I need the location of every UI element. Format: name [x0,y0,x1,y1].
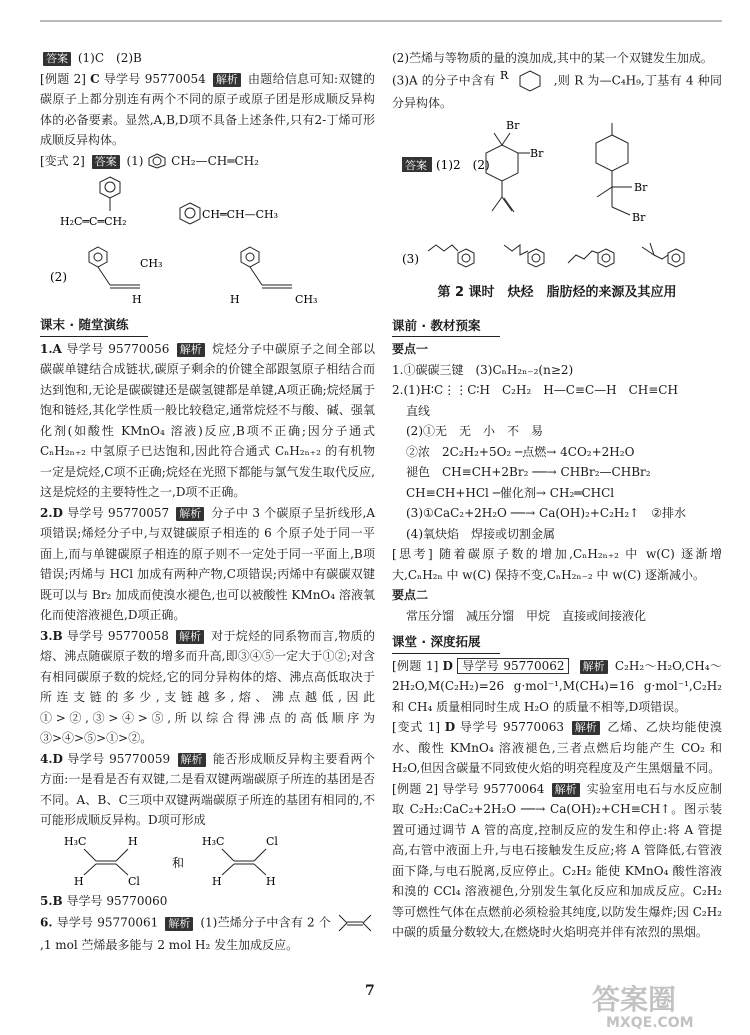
group-label: CH₃ [140,257,163,270]
example-label: [例题 2] [40,71,86,86]
guide-number: 导学号 95770061 [56,915,159,930]
item-number: (3) [402,252,419,266]
watermark-logo [588,979,738,1031]
equation-line: CH≡CH+HCl ─催化剂→ CH₂═CHCl [406,485,615,500]
answer-text: (1)C (2)B [77,51,142,65]
answer-text: (1)2 (2) [436,158,490,172]
q4-block [40,749,375,831]
answer-line [392,69,722,114]
atom-label: Br [506,119,520,132]
think-text: 随着碳原子数的增加,CₙH₂ₙ₊₂ 中 w(C) 逐渐增大,CₙH₂ₙ 中 w(C) 保持不变,CₙH₂ₙ₋₂ 中 w(C) 逐渐减小。 [392,547,722,582]
example1-block [392,656,722,718]
answer-number: (1) [126,153,144,168]
question-text: 对于烷烃的同系物而言,物质的熔、沸点随碳原子数的增多而升高,即③④⑤一定大于①②;对含有相同碳原子数的烷烃,它的同分异构体的熔、沸点高低取决于所连支链的多少,支链越多,熔、沸点越低,因此①>②,③>④>⑤,所以综合得沸点的高低顺序为③>④>⑤>①>②。 [40,628,375,745]
example2-block [40,69,375,151]
analysis-tag: 解析 [165,917,193,931]
answer-line: 1.①碳碳三键 (3)CₙH₂ₙ₋₂(n≥2) [392,362,574,377]
atom-label: H [128,834,138,848]
answer-text: ,则 R 为—C₄H₉,丁基有 4 种同分异构体。 [392,73,722,110]
conjunction: 和 [172,855,185,870]
guide-number: 导学号 95770060 [66,893,168,908]
example-label: [例题 2] [392,781,439,796]
equation-line: (3)①CaC₂+2H₂O ──→ Ca(OH)₂+C₂H₂↑ ②排水 [406,506,686,520]
answer-line [40,48,375,69]
point-heading: 要点二 [392,588,429,602]
question-text: 分子中 3 个碳原子呈折线形,A项错误;烯烃分子中,与双键碳原子相连的 6 个原子处于同一平面上,而与单键碳原子相连的原子则不一定处于同一平面上,B项错误;丙烯与 HCl 加成有两种产物,C项错误;丙烯中有碳碳双键既可以与 Br₂ 加成而使溴水褪色,也可以被酸性 KMnO₄ 溶液氧化而使溶液褪色,D项正确。 [40,505,375,622]
r-cyclohexene-icon [500,69,550,93]
variant-label: [变式 1] [392,720,441,734]
isomer-structures-row1 [40,173,360,243]
example-answer: D [442,658,453,673]
watermark-url: MXQE.COM [606,1015,694,1031]
point-heading: 要点一 [392,342,429,356]
q6-block [40,911,375,956]
cis-trans-structures [40,833,360,889]
answer-tag: 答案 [405,159,427,172]
atom-label: H [230,293,240,306]
left-column [40,48,375,956]
guide-number: 导学号 95770062 [457,658,569,674]
section-heading: 课末 · 随堂演练 [40,315,148,337]
analysis-tag: 解析 [176,507,204,521]
example-answer: C [90,71,100,86]
example2r-block [392,779,722,943]
guide-number: 导学号 95770056 [66,341,170,356]
answer-line: (2)①无 无 小 不 易 [406,424,543,438]
analysis-tag: 解析 [178,753,206,767]
answer-structures [392,115,712,235]
butylbenzene-isomers [392,237,712,277]
equation-line: ②浓 2C₂H₂+5O₂ ─点燃→ 4CO₂+2H₂O [406,444,635,459]
q1-block [40,339,375,503]
molecule-label: H₂C═C═CH₂ [60,215,127,228]
page-number: 7 [365,983,375,999]
guide-number: 导学号 95770054 [103,71,206,86]
variant1-block [392,717,722,779]
answer-tag: 答案 [43,52,71,66]
answer-text: (2)苎烯与等物质的量的溴加成,其中的某一个双键发生加成。 [392,51,713,65]
answer-line: 常压分馏 减压分馏 甲烷 直接或间接液化 [406,608,647,623]
molecule-formula: CH₂—CH═CH₂ [171,153,259,168]
analysis-tag: 解析 [572,721,600,735]
analysis-tag: 解析 [213,73,241,87]
benzene-ring-icon [147,153,167,169]
top-rule [40,20,722,22]
example-label: [例题 1] [392,658,439,673]
example-text: C₂H₂～H₂O,CH₄～2H₂O,M(C₂H₂)=26 g·mol⁻¹,M(CH₄)=16 g·mol⁻¹,C₂H₂ 和 CH₄ 质量相同时生成 H₂O 的质量不相等,D项错误。 [392,658,722,714]
section-heading: 课前 · 教材预案 [392,316,500,338]
analysis-tag: 解析 [177,343,205,357]
example-answer: D [444,720,456,734]
example-text: 乙烯、乙炔均能使溴水、酸性 KMnO₄ 溶液褪色,三者点燃后均能产生 CO₂ 和 H₂O,但因含碳量不同致使火焰的明亮程度及产生黑烟量不同。 [392,720,722,775]
guide-number: 导学号 95770064 [442,781,545,796]
think-label: [思考] [392,547,433,561]
question-text: (1)苎烯分子中含有 2 个 [200,915,331,930]
example-text: 由题给信息可知:双键的碳原子上都分别连有两个不同的原子或原子团是形成顺反异构体的必备要素。显然,A,B,D项不具备上述条件,只有2-丁烯可形成顺反异构体。 [40,71,375,147]
question-number: 4.D [40,751,63,766]
atom-label: Br [530,147,544,160]
guide-number: 导学号 95770063 [459,720,565,734]
group-label: H₃C [202,834,225,848]
right-column [392,48,722,943]
analysis-tag: 解析 [176,630,204,644]
section-heading: 课堂 · 深度拓展 [392,632,500,654]
atom-label: Br [634,181,648,194]
question-text: ,1 mol 苎烯最多能与 2 mol H₂ 发生加成反应。 [40,938,299,952]
question-number: 3.B [40,628,63,643]
answer-line: (4)氧炔焰 焊接或切割金属 [406,526,555,541]
example-text: 实验室用电石与水反应制取 C₂H₂:CaC₂+2H₂O ──→ Ca(OH)₂+CH≡CH↑。图示装置可通过调节 A 管的高度,控制反应的发生和停止:将 A 管提高,右管中液面上升,与电石接触发生反应;将 A 管降低,右管液面下降,与电石脱离,反应停止。C₂H₂ 能使 KMnO₄ 酸性溶液和溴的 CCl₄ 溶液褪色,分别发生氧化反应和加成反应。C₂H₂ 等可燃性气体在点燃前必须检验其纯度,以防发生爆炸;因 C₂H₂ 中碳的质量分数较大,在燃烧时火焰明亮并伴有浓烈的黑烟。 [392,781,722,939]
variant-label: [变式 2] [40,153,85,168]
atom-label: H [266,874,276,888]
analysis-tag: 解析 [580,660,608,674]
guide-number: 导学号 95770057 [67,505,170,520]
atom-label: Cl [128,874,140,888]
question-number: 2.D [40,505,63,520]
molecule-label: CH═CH—CH₃ [202,208,279,221]
svg-text:R: R [499,68,508,82]
question-text: 能否形成顺反异构主要看两个方面:一是看是否有双键,二是看双键两端碳原子所连的基团是否不同。A、B、C三项中双键两端碳原子所连的基团有相同的,不可能形成顺反异构。D项可形成 [40,751,375,827]
answer-tag: 答案 [92,155,120,169]
guide-number: 导学号 95770059 [67,751,171,766]
double-bond-icon [335,911,375,935]
question-number: 6. [40,915,53,930]
question-number: 5.B [40,893,63,908]
group-label: CH₃ [295,293,318,306]
atom-label: H [132,293,142,306]
q3-block [40,626,375,749]
think-block [392,544,722,585]
q5-block [40,891,375,912]
lesson-title: 第 2 课时 炔烃 脂肪烃的来源及其应用 [437,285,677,300]
variant2-line [40,151,375,172]
question-text: 烷烃分子中碳原子之间全部以碳碳单键结合成链状,碳原子剩余的价键全部跟氢原子相结合而达到饱和,无论是碳碳键还是碳氢键都是单键,A项正确;烷烃属于饱和链烃,其化学性质一般比较稳定,通常烷烃不与酸、碱、强氧化剂(如酸性 KMnO₄ 溶液)反应,B项不正确;因分子通式 CₙH₂ₙ₊₂ 中氢原子已达饱和,因此符合通式 CₙH₂ₙ₊₂ 的有机物一定是烷烃,C项不正确;烷烃在光照下都能与氯气发生取代反应,这是烷烃的主要特性之一,D项不正确。 [40,341,375,499]
question-number: 1.A [40,341,62,356]
answer-line: 直线 [406,403,431,418]
analysis-tag: 解析 [552,783,580,797]
answer-text: (3)A 的分子中含有 [392,73,496,87]
watermark-text: 答案圈 [592,983,677,1016]
answer-line: 2.(1)H∶C⋮⋮C∶H C₂H₂ H—C≡C—H CH≡CH [392,383,678,397]
group-label: H₃C [64,834,87,848]
item-number: (2) [50,270,67,284]
atom-label: Br [632,211,646,224]
atom-label: H [212,874,222,888]
equation-line: 褪色 CH≡CH+2Br₂ ──→ CHBr₂—CHBr₂ [406,465,651,479]
atom-label: H [74,874,84,888]
q2-block [40,503,375,626]
atom-label: Cl [266,834,278,848]
guide-number: 导学号 95770058 [66,628,169,643]
isomer-structures-row2 [40,245,360,307]
